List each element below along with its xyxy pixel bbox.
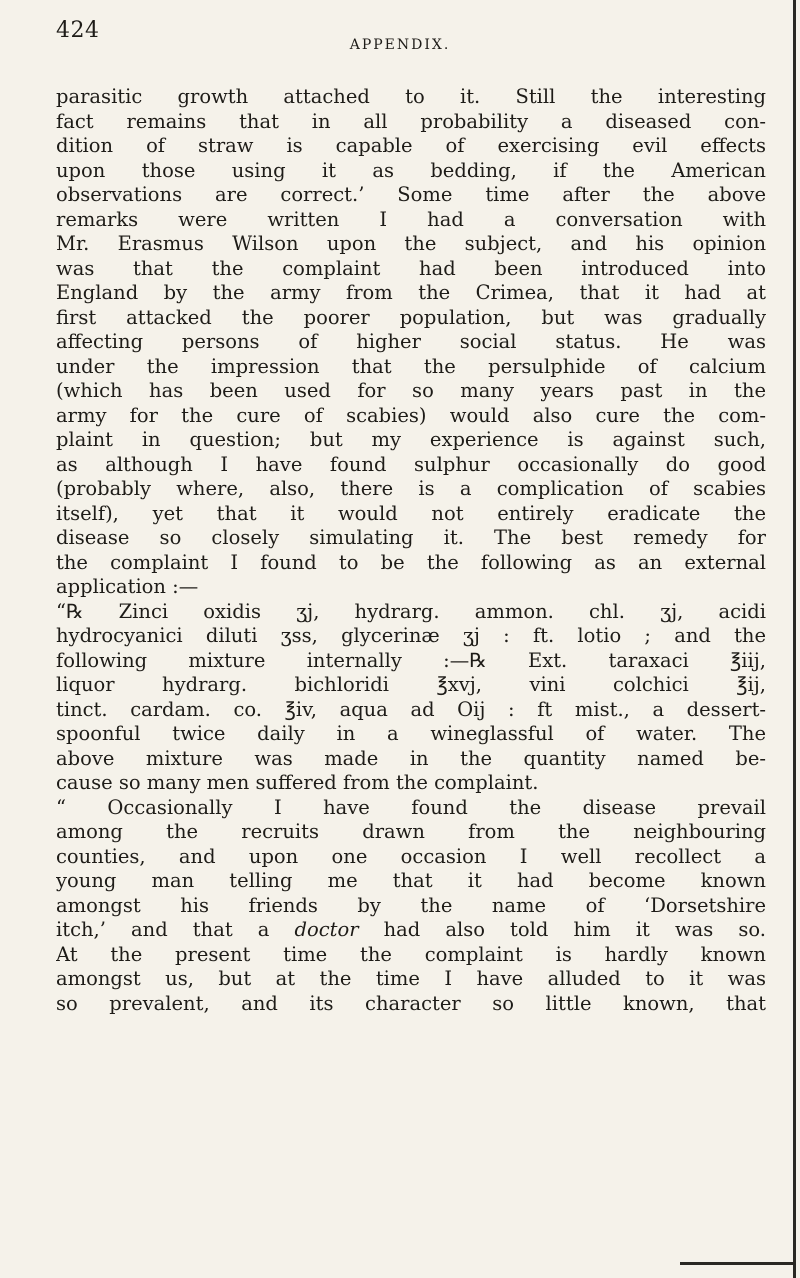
text-line: (probably where, also, there is a complication of scabies bbox=[56, 477, 766, 500]
text-line: Mr. Erasmus Wilson upon the subject, and his opinion bbox=[56, 232, 766, 255]
text-line: (which has been used for so many years past in the bbox=[56, 379, 766, 402]
text-line: observations are correct.’ Some time after the above bbox=[56, 183, 766, 206]
text-line: “ Occasionally I have found the disease prevail bbox=[56, 795, 766, 819]
page-bottom-rule bbox=[680, 1262, 795, 1265]
text-line: under the impression that the persulphide of calcium bbox=[56, 354, 766, 378]
text-line: disease so closely simulating it. The best remedy for bbox=[56, 526, 766, 549]
text-line: army for the cure of scabies) would also cure the com- bbox=[56, 403, 766, 427]
text-line: parasitic growth attached to it. Still the interesting bbox=[56, 85, 766, 108]
text-line: application :— bbox=[56, 575, 199, 598]
text-line: cause so many men suffered from the complaint. bbox=[56, 771, 539, 794]
text-line: affecting persons of higher social status. He was bbox=[56, 330, 766, 353]
text-line: counties, and upon one occasion I well recollect a bbox=[56, 844, 766, 868]
text-line: above mixture was made in the quantity named be- bbox=[56, 746, 766, 770]
text-line: young man telling me that it had become known bbox=[56, 869, 766, 892]
text-line: “℞ Zinci oxidis ʒj, hydrarg. ammon. chl. ʒj, acidi bbox=[56, 599, 766, 623]
text-line: among the recruits drawn from the neighbouring bbox=[56, 820, 766, 843]
text-line: as although I have found sulphur occasionally do good bbox=[56, 452, 766, 476]
page-number: 424 bbox=[56, 18, 100, 43]
text-line: fact remains that in all probability a diseased con- bbox=[56, 109, 766, 133]
text-line: At the present time the complaint is hardly known bbox=[56, 942, 766, 966]
text-line: itch,’ and that a doctor had also told him it was so. bbox=[56, 918, 766, 941]
page-edge-rule bbox=[793, 0, 796, 1278]
text-line: England by the army from the Crimea, that it had at bbox=[56, 281, 766, 304]
italic-word: doctor bbox=[294, 918, 359, 941]
body-text bbox=[56, 85, 766, 1016]
text-line: liquor hydrarg. bichloridi ℥xvj, vini colchici ℥ij, bbox=[56, 673, 766, 696]
text-line: tinct. cardam. co. ℥iv, aqua ad Oij : ft mist., a dessert- bbox=[56, 697, 766, 721]
text-line: so prevalent, and its character so little known, that bbox=[56, 991, 766, 1015]
text-line: remarks were written I had a conversation with bbox=[56, 207, 766, 231]
text-line: amongst his friends by the name of ‘Dorsetshire bbox=[56, 893, 766, 917]
text-line: upon those using it as bedding, if the American bbox=[56, 158, 766, 182]
text-line: spoonful twice daily in a wineglassful of water. The bbox=[56, 722, 766, 745]
text-line: amongst us, but at the time I have alluded to it was bbox=[56, 967, 766, 990]
running-head: APPENDIX. bbox=[349, 37, 451, 53]
text-line: was that the complaint had been introduced into bbox=[56, 256, 766, 280]
text-line: hydrocyanici diluti ʒss, glycerinæ ʒj : ft. lotio ; and the bbox=[56, 624, 766, 647]
text-line: dition of straw is capable of exercising evil effects bbox=[56, 134, 766, 157]
text-line: first attacked the poorer population, but was gradually bbox=[56, 305, 766, 329]
text-line: itself), yet that it would not entirely eradicate the bbox=[56, 501, 766, 525]
text-line: following mixture internally :—℞ Ext. taraxaci ℥iij, bbox=[56, 648, 766, 672]
text-line: plaint in question; but my experience is against such, bbox=[56, 428, 766, 451]
text-line: the complaint I found to be the following as an external bbox=[56, 550, 766, 574]
